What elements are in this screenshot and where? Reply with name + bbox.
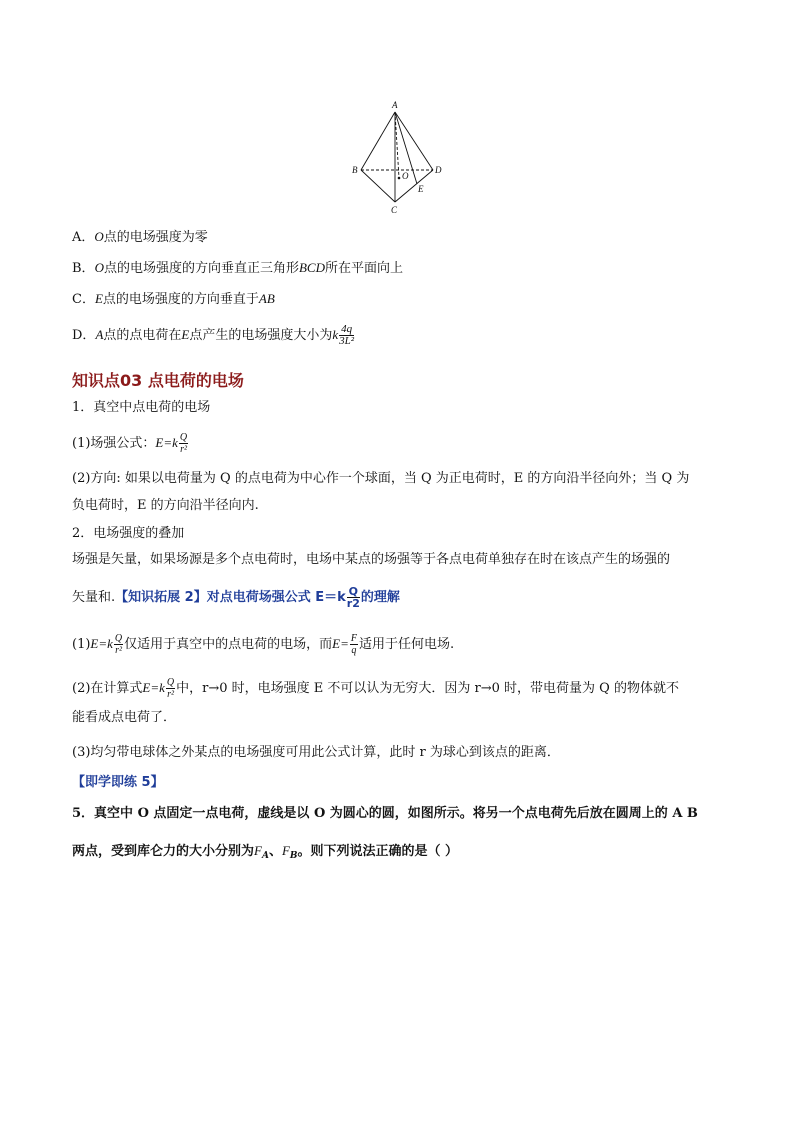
- extension-point-3: (3)均匀带电球体之外某点的电场强度可用此公式计算，此时 r 为球心到该点的距离．: [72, 745, 560, 760]
- extension-point-1: (1)E=k $\frac{Q}{\text{r²}}$ 仅适用于真空中的点电荷的电场，而E= $\frac{F}{q}$ 适用于任何电场.: [72, 633, 455, 656]
- vertex-label-d: D: [435, 165, 442, 175]
- item-1-title: 1．真空中点电荷的电场: [72, 400, 211, 415]
- direction-line-1: (2)方向: 如果以电荷量为 Q 的点电荷为中心作一个球面，当 Q 为正电荷时，E 的方向沿半径向外；当 Q 为: [72, 471, 690, 486]
- field-formula: (1)场强公式：E=k $\frac{Q}{\text{r²}}$: [72, 432, 188, 455]
- superposition-line-2: 矢量和.【知识拓展 2】对点电荷场强公式 E＝k $\frac{Q}{r2}$ 的理解: [72, 585, 400, 610]
- vertex-label-a: A: [392, 100, 398, 110]
- tetrahedron-figure: [340, 98, 450, 218]
- section-heading: 知识点03 点电荷的电场: [72, 371, 244, 390]
- question-5-line-2: 两点，受到库仑力的大小分别为$F_A$、$F_B$。则下列说法正确的是（ ）: [72, 843, 459, 861]
- direction-line-2: 负电荷时，E 的方向沿半径向内.: [72, 498, 259, 513]
- option-a: A．O点的电场强度为零: [72, 229, 208, 245]
- question-5-line-1: 5．真空中 O 点固定一点电荷，虚线是以 O 为圆心的圆，如图所示。将另一个点电荷先后放在圆周上的 A B: [72, 806, 698, 821]
- vertex-label-b: B: [352, 165, 358, 175]
- point-label-o: O: [402, 171, 409, 181]
- extension-point-2-cont: 能看成点电荷了．: [72, 710, 177, 725]
- practice-title: 【即学即练 5】: [72, 775, 164, 790]
- superposition-line-1: 场强是矢量，如果场源是多个点电荷时，电场中某点的场强等于各点电荷单独存在时在该点产生的场强的: [72, 552, 671, 567]
- option-d: D．A点的点电荷在E点产生的电场强度大小为k $\frac{4q}{\text{3L²}}$: [72, 323, 355, 347]
- extension-point-2: (2)在计算式E=k $\frac{Q}{\text{r²}}$ 中，r→0 时，电场强度 E 不可以认为无穷大．因为 r→0 时，带电荷量为 Q 的物体就不: [72, 677, 679, 700]
- vertex-label-c: C: [391, 205, 398, 215]
- point-label-e: E: [418, 184, 424, 194]
- option-c: C．E点的电场强度的方向垂直于AB: [72, 291, 275, 307]
- option-b: B．O点的电场强度的方向垂直正三角形BCD所在平面向上: [72, 260, 403, 276]
- knowledge-extension-title: 【知识拓展 2】对点电荷场强公式 E＝k: [115, 590, 346, 605]
- item-2-title: 2．电场强度的叠加: [72, 526, 185, 541]
